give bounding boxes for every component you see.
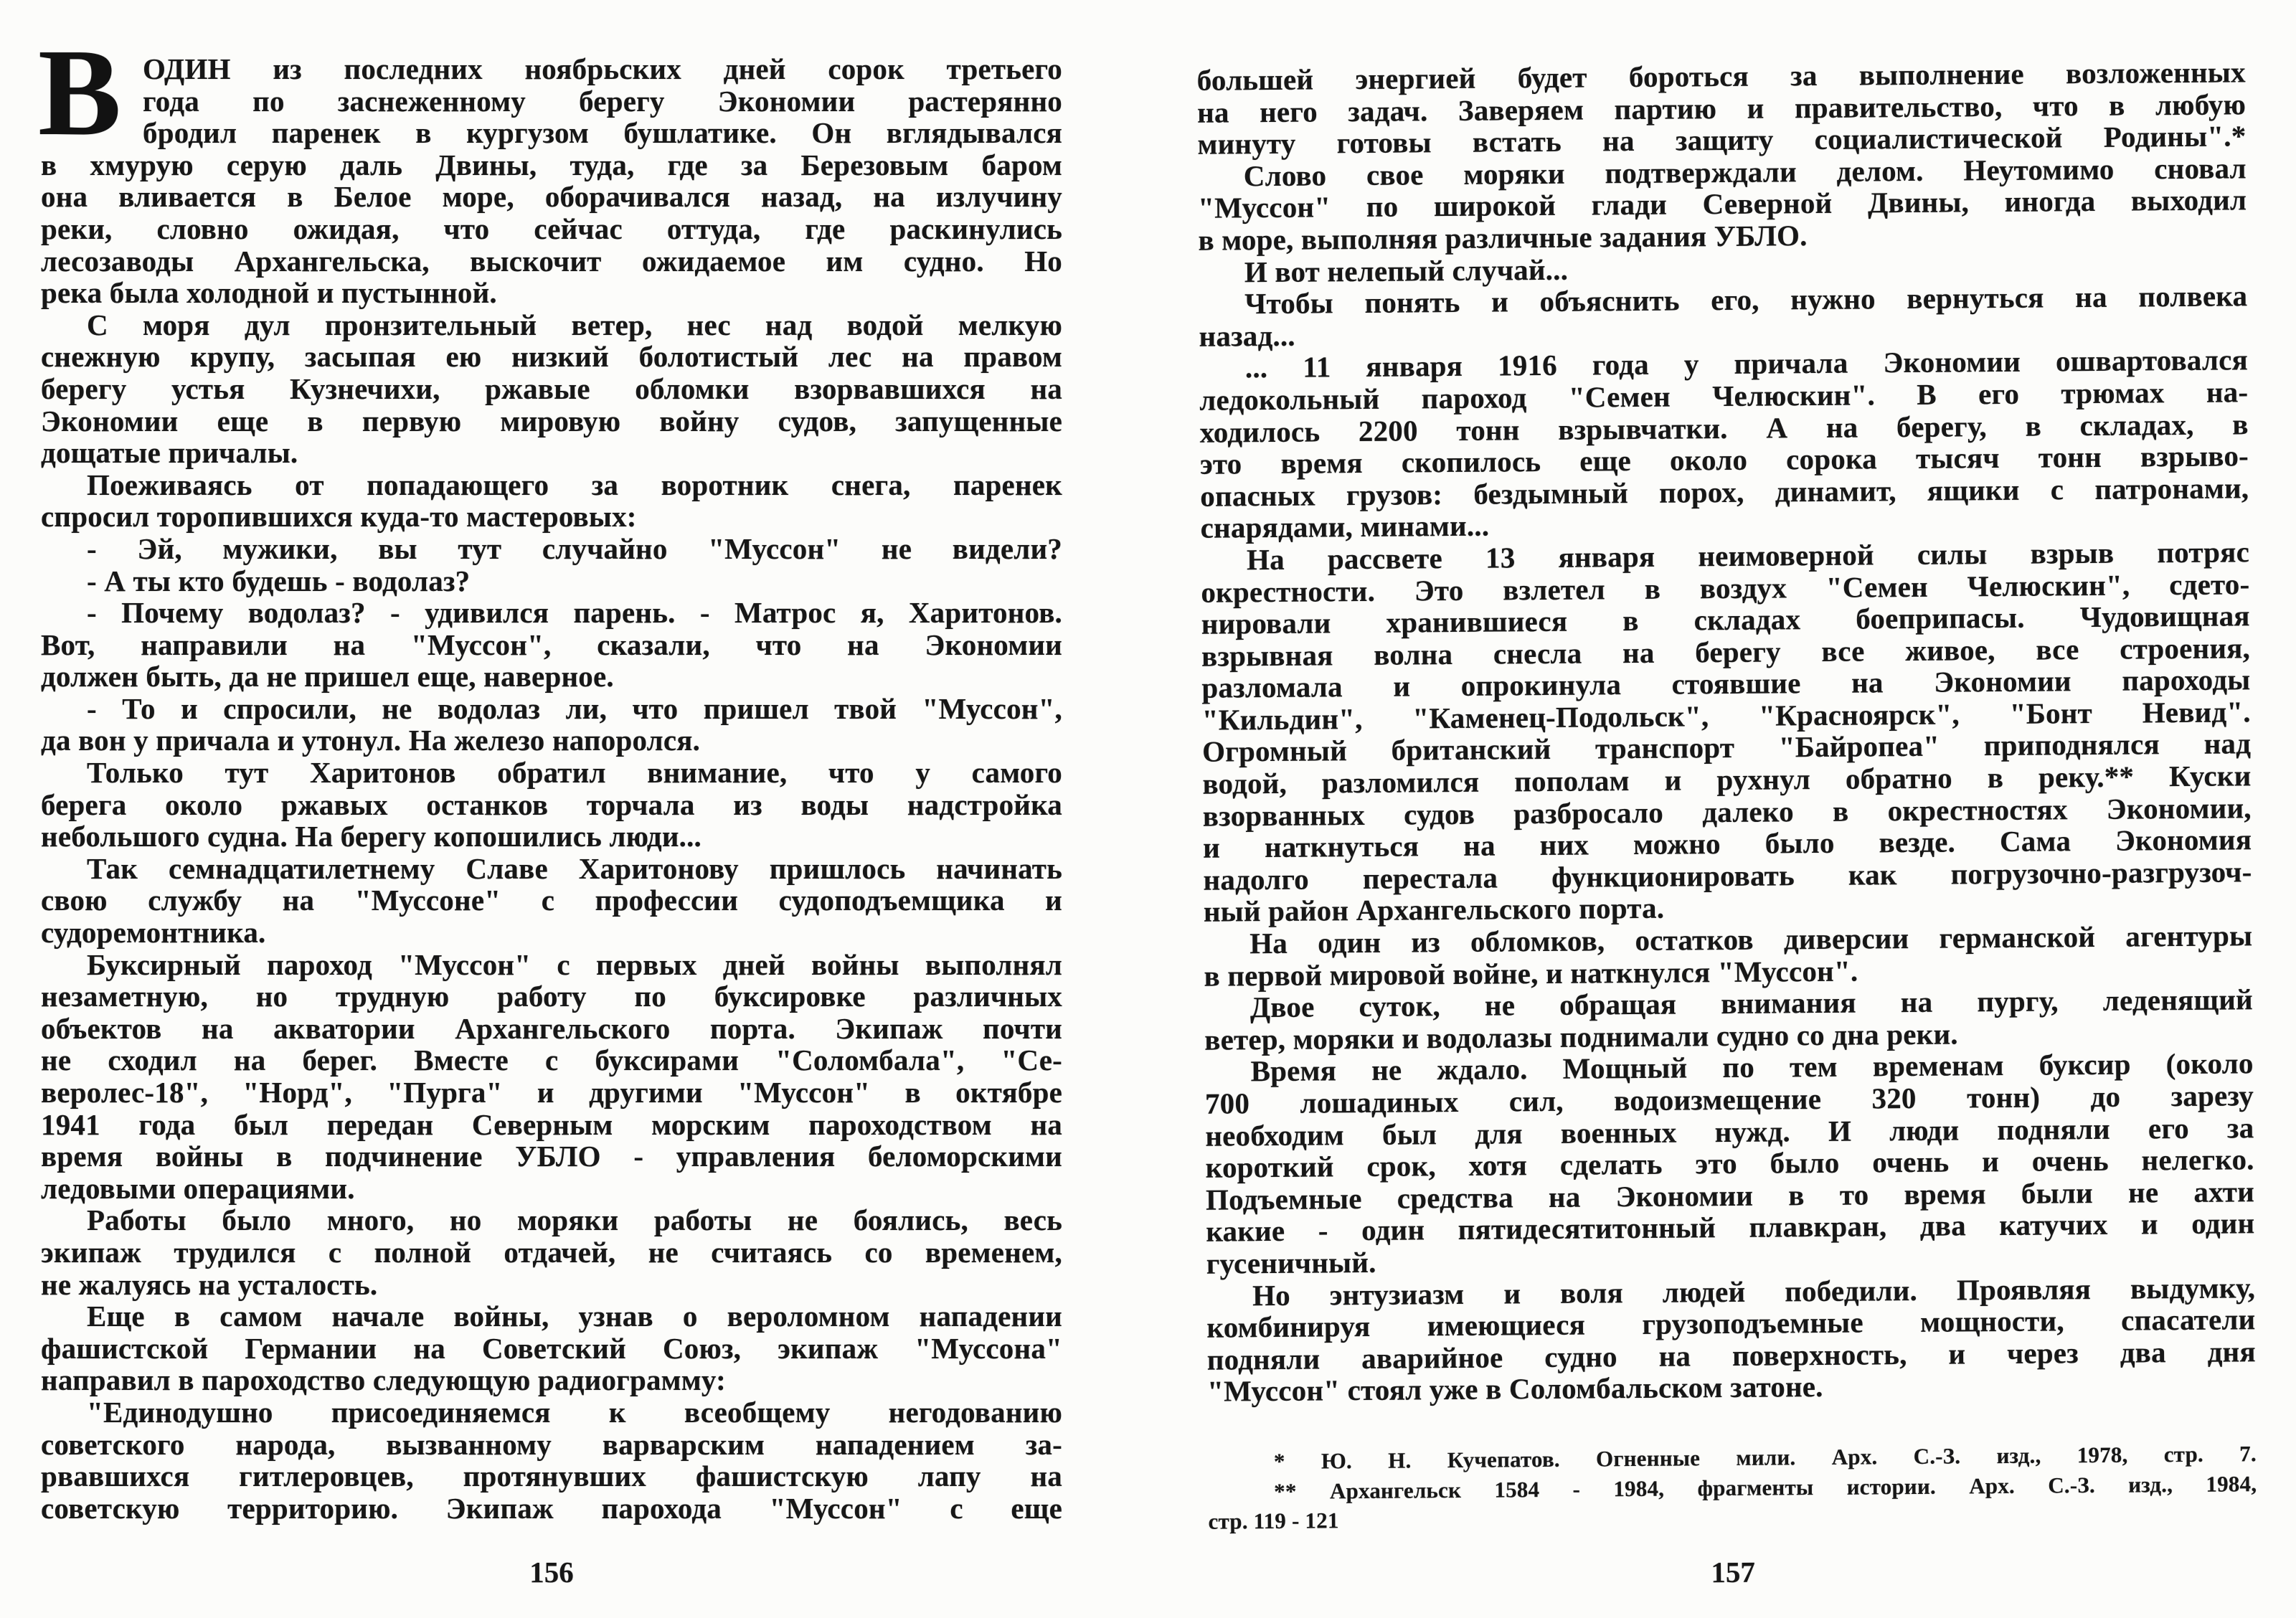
footnotes-block [1208, 1439, 2257, 1536]
text-line: взрывная волна снесла на берегу все живое, все строения, [1201, 630, 2251, 673]
text-line: Время не ждало. Мощный по тем временам буксир (около [1250, 1046, 2254, 1088]
text-line: года по заснеженному берегу Экономии растерянно [143, 84, 1062, 118]
text-line: лесозаводы Архангельска, выскочит ожидаемое им судно. Но [41, 244, 1062, 278]
text-line: Поеживаясь от попадающего за воротник снега, паренек [87, 468, 1062, 501]
drop-cap-letter: В [38, 23, 122, 161]
text-line: реки, словно ожидая, что сейчас оттуда, где раскинулись [41, 212, 1062, 245]
text-line: минуту готовы встать на защиту социалистической Родины".* [1197, 119, 2247, 161]
text-line: Работы было много, но моряки работы не боялись, весь [87, 1203, 1062, 1237]
text-line: на него задач. Заверяем партию и правительство, что в любую [1196, 87, 2247, 129]
text-line: она вливается в Белое море, оборачивался назад, на излучину [41, 180, 1062, 214]
text-line: 700 лошадиных сил, водоизмещение 320 тонн) до зарезу [1204, 1079, 2254, 1120]
text-line: взорванных судов разбросало далеко в окрестностях Экономии, [1202, 790, 2252, 833]
text-line: Вот, направили на "Муссон", сказали, что на Экономии [41, 628, 1062, 661]
text-line: не жалуясь на усталость. [41, 1267, 378, 1301]
text-line: Чтобы понять и объяснить его, нужно вернуться на полвека [1244, 279, 2248, 321]
text-line: "Муссон" по широкой глади Северной Двины, иногда выходил [1197, 183, 2247, 225]
page-157 [1196, 0, 2258, 1618]
text-line: Слово свое моряки подтверждали делом. Неутомимо сновал [1243, 151, 2247, 193]
text-line: ... 11 января 1916 года у причала Экономии ошвартовался [1244, 343, 2249, 384]
text-line: гусеничный. [1206, 1245, 1376, 1280]
text-line: 1941 года был передан Северным морским пароходством на [41, 1107, 1062, 1141]
text-line: "Единодушно присоединяемся к всеобщему негодованию [87, 1395, 1062, 1429]
text-line: Огромный британский транспорт "Байропеа" приподнялся над [1201, 727, 2252, 769]
text-line: советского народа, вызванному варварским нападением за- [41, 1427, 1062, 1461]
text-line: нировали хранившиеся в складах боеприпасы. Чудовищная [1201, 599, 2250, 640]
text-line: берега около ржавых останков торчала из воды надстройка [41, 787, 1062, 821]
text-line: Еще в самом начале войны, узнав о вероломном нападении [87, 1300, 1062, 1333]
text-line: это время скопилось еще около сорока тысяч тонн взрыво- [1199, 439, 2249, 481]
text-line: ледокольный пароход "Семен Челюскин". В его трюмах на- [1199, 375, 2249, 417]
text-line: Подъемные средства на Экономии в то время были не ахти [1205, 1175, 2255, 1216]
text-line: время войны в подчинение УБЛО - управления беломорскими [41, 1140, 1062, 1173]
text-line: дощатые причалы. [41, 436, 298, 470]
text-line: направил в пароходство следующую радиограмму: [41, 1363, 726, 1397]
text-line: - Эй, мужики, вы тут случайно "Муссон" не видели? [87, 531, 1062, 565]
text-line: короткий срок, хотя сделать это было очень и очень нелегко. [1205, 1142, 2254, 1184]
text-line: разломала и опрокинула стоявшие на Экономии пароходы [1201, 663, 2251, 705]
text-line: подняли аварийное судно на поверхность, и через два дня [1206, 1334, 2256, 1376]
text-line: - А ты кто будешь - водолаз? [87, 564, 471, 597]
text-line: "Муссон" стоял уже в Соломбальском затоне. [1206, 1370, 1823, 1409]
text-line: опасных грузов: бездымный порох, динамит, ящики с патронами, [1200, 470, 2249, 513]
text-line: спросил торопившихся куда-то мастеровых: [41, 500, 637, 534]
text-line: фашистской Германии на Советский Союз, экипаж "Муссона" [41, 1331, 1062, 1365]
footnote-line: * Ю. Н. Кучепатов. Огненные мили. Арх. С.-З. изд., 1978, стр. 7. [1273, 1441, 2257, 1474]
footnote-line: стр. 119 - 121 [1208, 1508, 1339, 1534]
text-line: И вот нелепый случай... [1244, 252, 1569, 288]
text-line: советскую территорию. Экипаж парохода "Муссон" с еще [41, 1491, 1062, 1525]
text-line: река была холодной и пустынной. [41, 276, 497, 310]
text-line: в первой мировой войне, и наткнулся "Муссон". [1204, 954, 1858, 993]
text-line: и наткнуться на них можно было везде. Сама Экономия [1202, 823, 2252, 864]
text-line: экипаж трудился с полной отдачей, не считаясь со временем, [41, 1235, 1062, 1269]
text-line: объектов на акватории Архангельского порта. Экипаж почти [41, 1011, 1062, 1045]
text-line: ледовыми операциями. [41, 1171, 355, 1205]
text-line: рвавшихся гитлеровцев, протянувших фашистскую лапу на [41, 1459, 1062, 1493]
page-156 [38, 0, 1062, 1618]
text-line: не сходил на берег. Вместе с буксирами "Соломбала", "Се- [41, 1044, 1062, 1077]
text-line: снежную крупу, засыпая ею низкий болотистый лес на правом [41, 340, 1062, 374]
page-number-left: 156 [529, 1556, 574, 1589]
text-line: "Кильдин", "Каменец-Подольск", "Красноярск", "Бонт Невид". [1201, 695, 2251, 737]
text-line: ОДИН из последних ноябрьских дней сорок третьего [143, 52, 1062, 85]
text-line: С моря дул пронзительный ветер, нес над водой мелкую [87, 308, 1062, 341]
text-line: веролес-18", "Норд", "Пурга" и другими "Муссон" в октябре [41, 1076, 1062, 1109]
text-line: снарядами, минами... [1200, 508, 1490, 545]
text-line: большей энергией будет бороться за выполнение возложенных [1196, 55, 2246, 97]
text-line: надолго перестала функционировать как погрузочно-разгрузоч- [1203, 855, 2252, 896]
text-column-right [1197, 56, 2257, 1407]
text-line: - Почему водолаз? - удивился парень. - Матрос я, Харитонов. [87, 596, 1062, 630]
text-line: водой, разломился пополам и рухнул обратно в реку.** Куски [1202, 759, 2252, 800]
text-line: Экономии еще в первую мировую войну судов, запущенные [41, 404, 1062, 437]
text-line: да вон у причала и утонул. На железо напоролся. [41, 724, 701, 757]
footnote-line: ** Архангельск 1584 - 1984, фрагменты истории. Арх. С.-З. изд., 1984, [1274, 1470, 2257, 1504]
text-line: Двое суток, не обращая внимания на пургу, леденящий [1249, 983, 2254, 1024]
text-line: ветер, моряки и водолазы поднимали судно со дна реки. [1204, 1017, 1958, 1056]
text-line: в море, выполняя различные задания УБЛО. [1198, 219, 1808, 257]
text-line: Но энтузиазм и воля людей победили. Проявляя выдумку, [1252, 1270, 2256, 1312]
text-column-left [41, 53, 1062, 1524]
text-line: незаметную, но трудную работу по буксировке различных [41, 980, 1062, 1013]
text-line: необходим был для военных нужд. И люди подняли его за [1205, 1110, 2254, 1153]
text-line: окрестности. Это взлетел в воздух "Семен Челюскин", сдето- [1201, 567, 2250, 609]
text-line: свою службу на "Муссоне" с профессии судоподъемщика и [41, 884, 1062, 917]
text-line: На рассвете 13 января неимоверной силы взрыв потряс [1246, 535, 2250, 577]
text-line: комбинируя имеющиеся грузоподъемные мощности, спасатели [1206, 1302, 2256, 1344]
text-line: Так семнадцатилетнему Славе Харитонову пришлось начинать [87, 851, 1062, 885]
text-line: назад... [1199, 318, 1295, 353]
text-line: На один из обломков, остатков диверсии германской агентуры [1249, 919, 2253, 960]
text-line: какие - один пятидесятитонный плавкран, два катучих и один [1206, 1206, 2255, 1249]
text-line: берегу устья Кузнечихи, ржавые обломки взорвавшихся на [41, 372, 1062, 405]
text-line: должен быть, да не пришел еще, наверное. [41, 660, 614, 694]
text-line: небольшого судна. На берегу копошились люди... [41, 820, 701, 853]
text-line: ходилось 2200 тонн взрывчатки. А на берегу, в складах, в [1199, 407, 2249, 449]
text-line: в хмурую серую даль Двины, туда, где за Березовым баром [41, 148, 1062, 181]
text-line: Буксирный пароход "Муссон" с первых дней войны выполнял [87, 947, 1062, 981]
text-line: бродил паренек в кургузом бушлатике. Он вглядывался [143, 116, 1062, 150]
page-number-right: 157 [1711, 1555, 1756, 1589]
text-line: Только тут Харитонов обратил внимание, что у самого [87, 756, 1062, 790]
text-line: судоремонтника. [41, 916, 266, 950]
text-line: ный район Архангельского порта. [1203, 891, 1665, 929]
text-line: - То и спросили, не водолаз ли, что пришел твой "Муссон", [87, 691, 1062, 725]
